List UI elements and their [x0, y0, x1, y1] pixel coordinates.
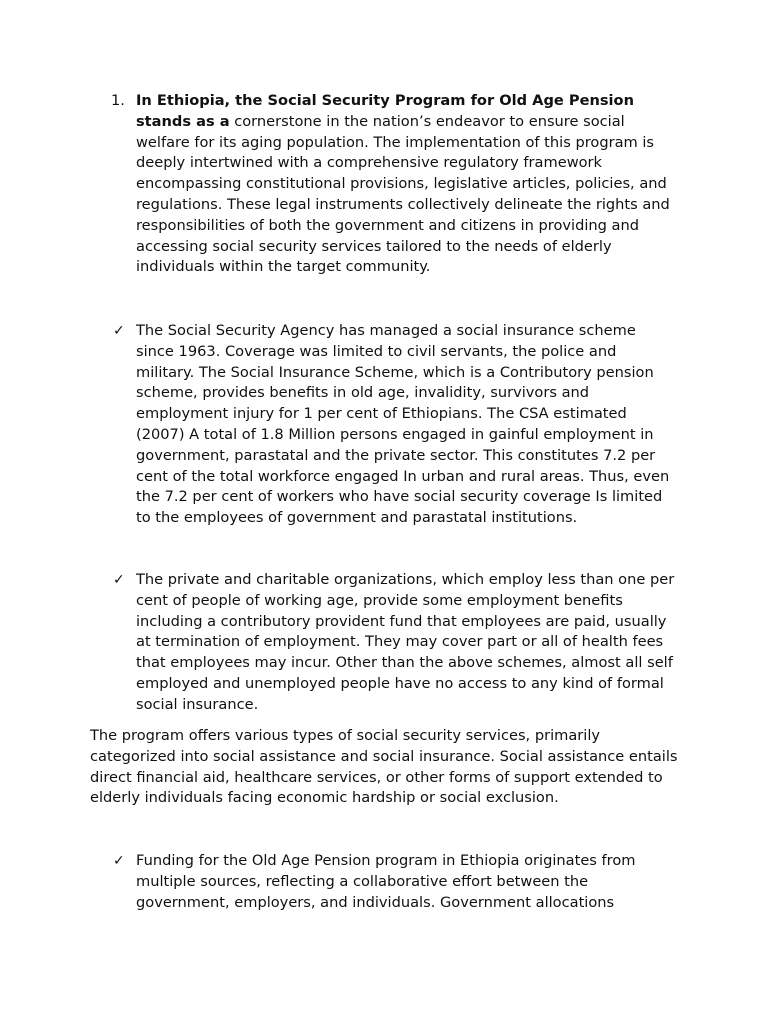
bullet-text: The private and charitable organizations, which employ less than one per cent of people of working age, provide some employment benefits including a contributory provident fund that employees are paid, usually at termination of employment. They may cover part or all of health fees that employees may incur. Other than the above schemes, almost all self employed and unemployed people have no access to any kind of formal social insurance.	[136, 571, 675, 713]
bullet-text: Funding for the Old Age Pension program in Ethiopia originates from multiple sources, reflecting a collaborative effort between the government, employers, and individuals. Government allocations	[136, 852, 636, 911]
checkmark-icon: ✓	[113, 323, 125, 339]
item-body-text: cornerstone in the nation’s endeavor to ensure social welfare for its aging population. The implementation of this program is deeply intertwined with a comprehensive regulatory framework encompassing constitutional provisions, legislative articles, policies, and regulations. These legal instruments collectively delineate the rights and responsibilities of both the government and citizens in providing and accessing social security services tailored to the needs of elderly individuals within the target community.	[136, 112, 670, 276]
bullet-item-social-security-agency	[113, 321, 676, 529]
checkmark-icon: ✓	[113, 853, 125, 869]
list-number: 1.	[111, 92, 125, 109]
list-item-text	[136, 91, 676, 278]
checkmark-icon: ✓	[113, 572, 125, 588]
numbered-list-item	[111, 91, 676, 278]
bullet-text: The Social Security Agency has managed a social insurance scheme since 1963. Coverage was limited to civil servants, the police and military. The Social Insurance Scheme, which is a Contributory pension scheme, provides benefits in old age, invalidity, survivors and employment injury for 1 per cent of Ethiopians. The CSA estimated (2007) A total of 1.8 Million persons engaged in gainful employment in government, parastatal and the private sector. This constitutes 7.2 per cent of the total workforce engaged In urban and rural areas. Thus, even the 7.2 per cent of workers who have social security coverage Is limited to the employees of government and parastatal institutions.	[136, 322, 670, 527]
body-paragraph: The program offers various types of social security services, primarily categorized into social assistance and social insurance. Social assistance entails direct financial aid, healthcare services, or other forms of support extended to elderly individuals facing economic hardship or social exclusion.	[90, 727, 678, 807]
bullet-item-private-organizations	[113, 570, 676, 716]
bullet-item-funding	[113, 851, 676, 913]
bold-lead-text: In Ethiopia, the Social Security Program for Old Age Pension stands as a	[136, 92, 634, 130]
